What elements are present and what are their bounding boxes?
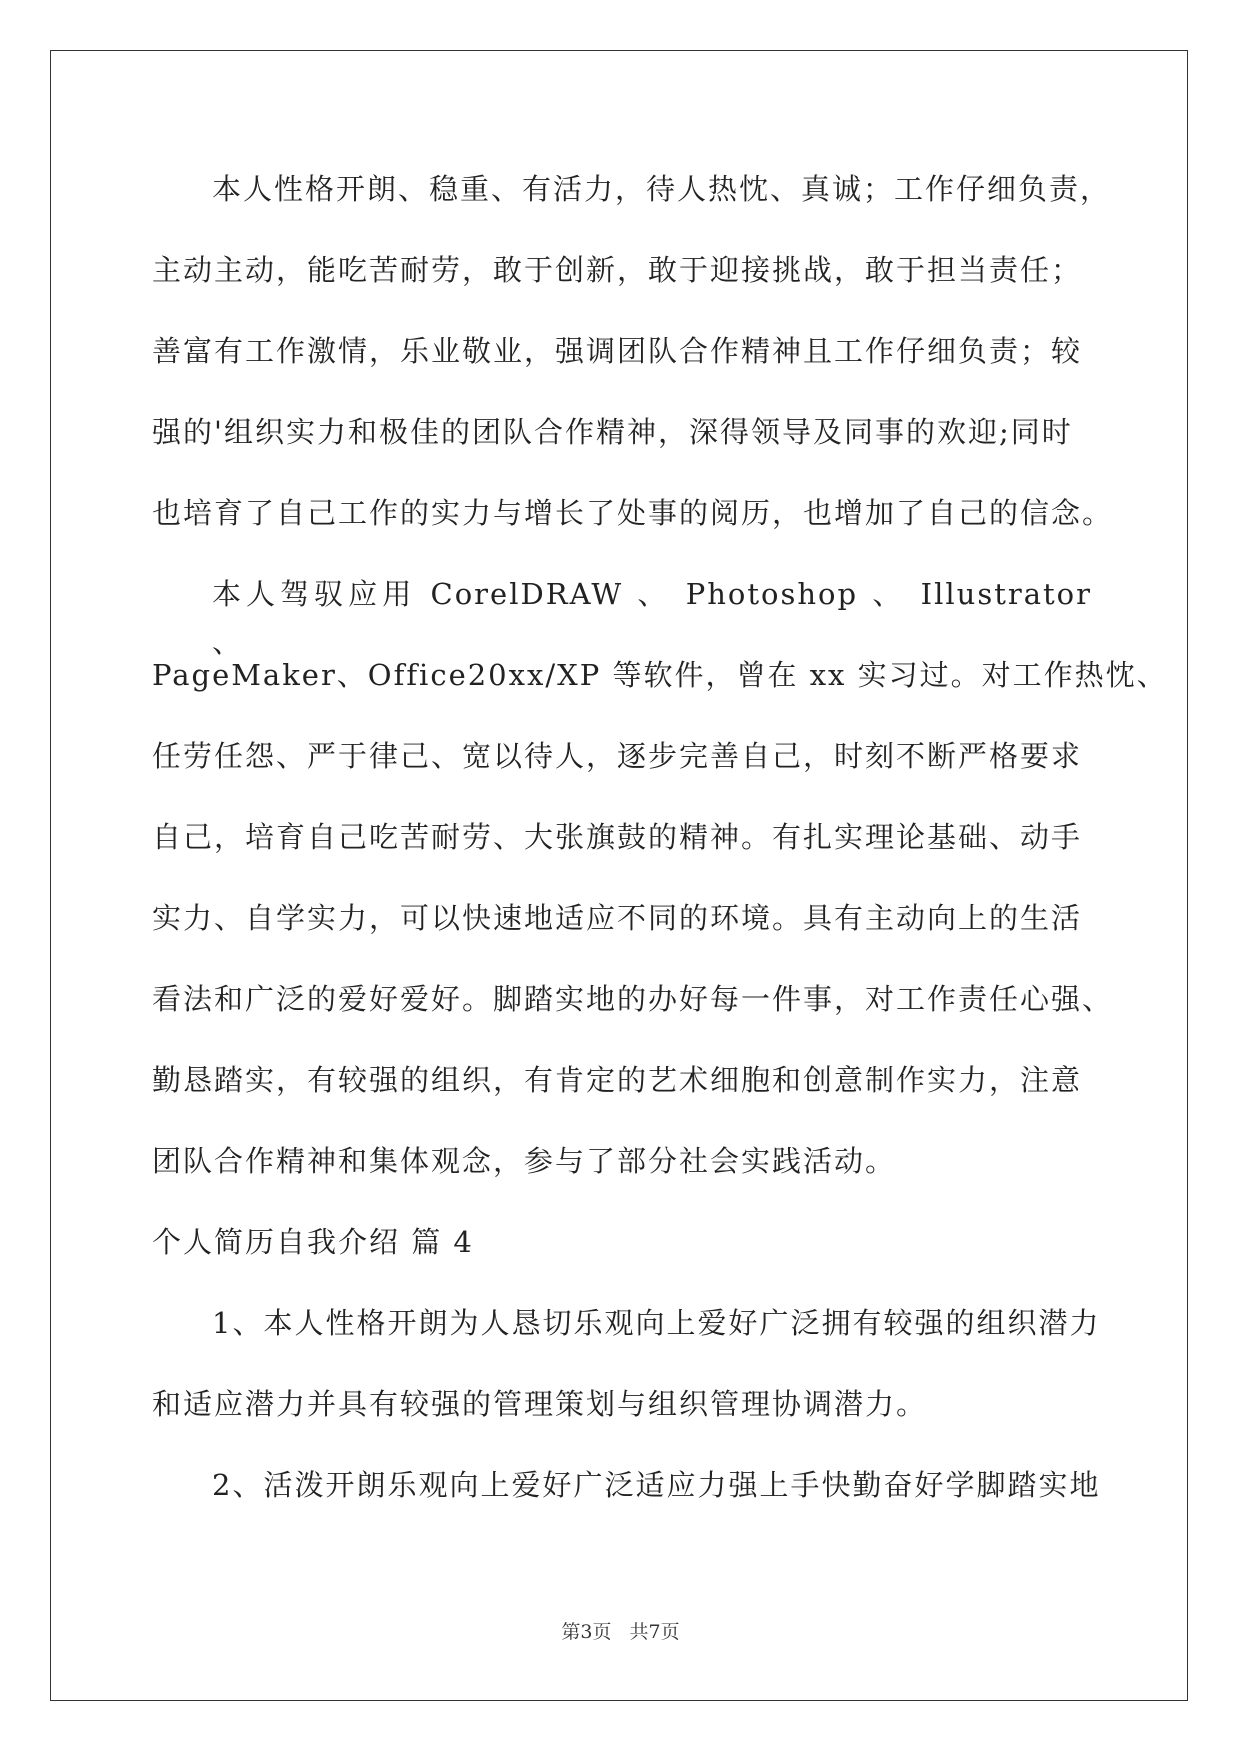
paragraph-line: 本人性格开朗、稳重、有活力，待人热忱、真诚；工作仔细负责，: [212, 172, 1112, 206]
paragraph-line: 本人驾驭应用 CorelDRAW 、 Photoshop 、 Illustrator 、: [212, 577, 1092, 659]
paragraph-line: 和适应潜力并具有较强的管理策划与组织管理协调潜力。: [152, 1387, 928, 1421]
paragraph-line: 实力、自学实力，可以快速地适应不同的环境。具有主动向上的生活: [152, 901, 1083, 935]
paragraph-line: PageMaker、Office20xx/XP 等软件，曾在 xx 实习过。对工作热忱、: [152, 658, 1168, 692]
paragraph-line: 任劳任怨、严于律己、宽以待人，逐步完善自己，时刻不断严格要求: [152, 739, 1083, 773]
paragraph-line: 强的'组织实力和极佳的团队合作精神，深得领导及同事的欢迎;同时: [152, 415, 1073, 449]
section-heading: 个人简历自我介绍 篇 4: [152, 1225, 474, 1259]
paragraph-line: 2、活泼开朗乐观向上爱好广泛适应力强上手快勤奋好学脚踏实地: [212, 1468, 1101, 1502]
document-body: [152, 165, 1168, 1542]
paragraph-line: 团队合作精神和集体观念，参与了部分社会实践活动。: [152, 1144, 897, 1178]
paragraph-line: 自己，培育自己吃苦耐劳、大张旗鼓的精神。有扎实理论基础、动手: [152, 820, 1083, 854]
page-footer: [0, 1617, 1241, 1644]
paragraph-line: 也培育了自己工作的实力与增长了处事的阅历，也增加了自己的信念。: [152, 496, 1114, 530]
paragraph-line: 善富有工作激情，乐业敬业，强调团队合作精神且工作仔细负责；较: [152, 334, 1083, 368]
page-total: 共7页: [629, 1621, 680, 1643]
paragraph-line: 1、本人性格开朗为人恳切乐观向上爱好广泛拥有较强的组织潜力: [212, 1306, 1101, 1340]
page-number: 第3页: [561, 1621, 612, 1643]
paragraph-line: 主动主动，能吃苦耐劳，敢于创新，敢于迎接挑战，敢于担当责任；: [152, 253, 1083, 287]
paragraph-line: 勤恳踏实，有较强的组织，有肯定的艺术细胞和创意制作实力，注意: [152, 1063, 1083, 1097]
paragraph-line: 看法和广泛的爱好爱好。脚踏实地的办好每一件事，对工作责任心强、: [152, 982, 1114, 1016]
